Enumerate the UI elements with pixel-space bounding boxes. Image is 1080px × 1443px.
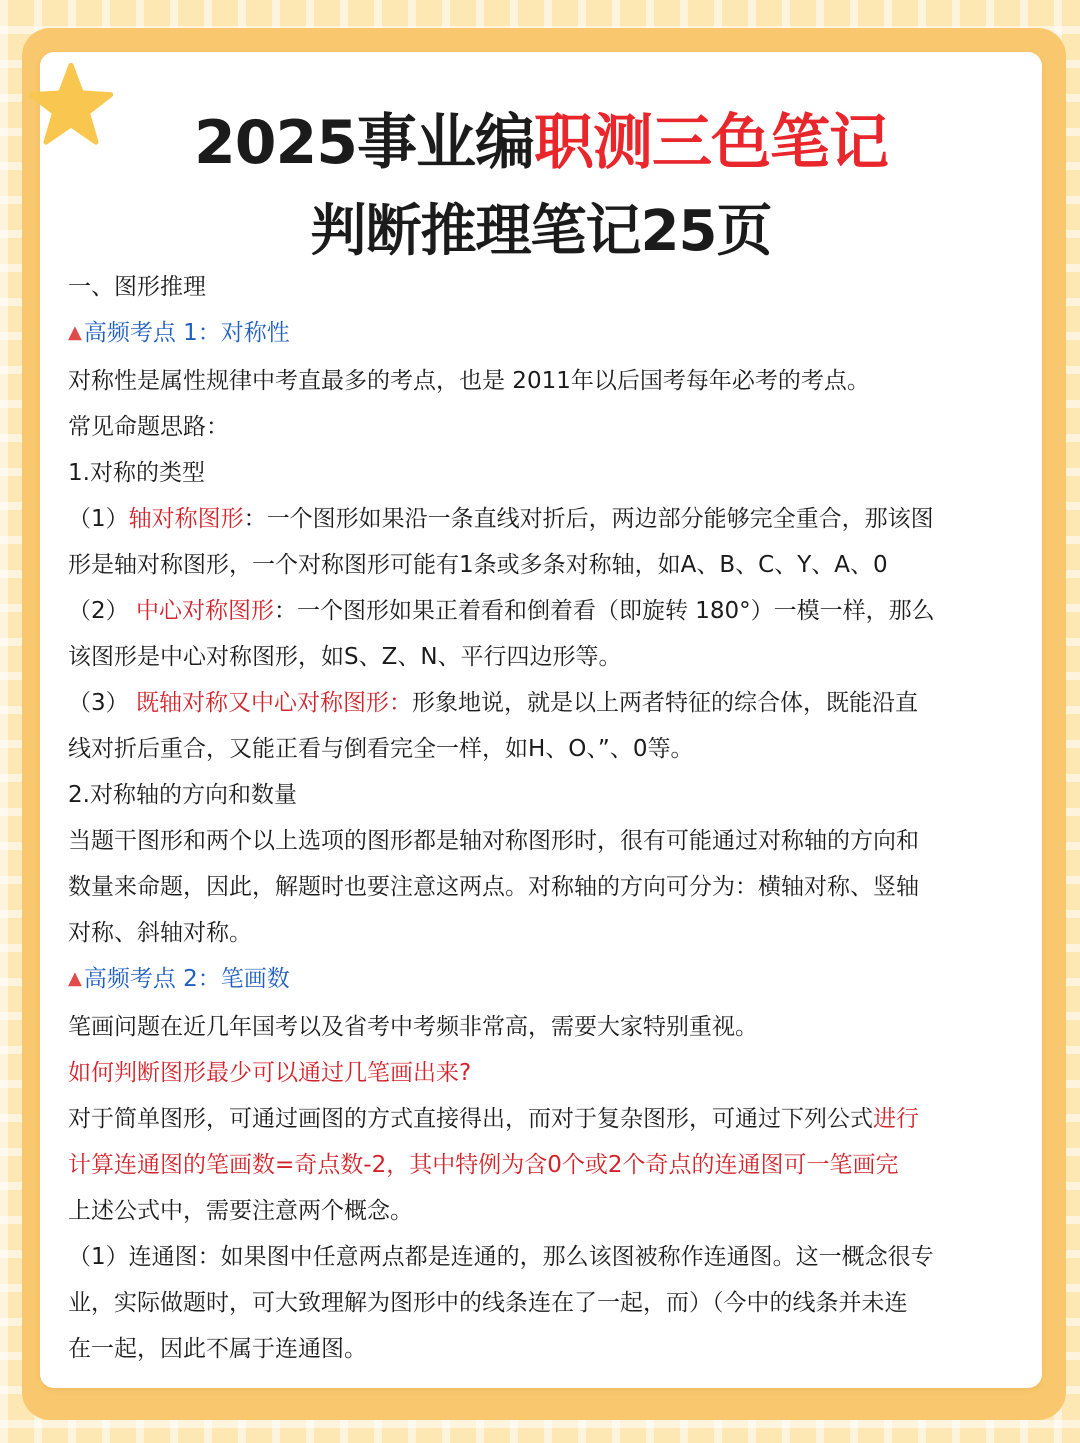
highlight-heading-1: ▲高频考点 1：对称性 [68, 320, 290, 346]
paragraph: 上述公式中，需要注意两个概念。 [68, 1198, 413, 1224]
triangle-icon: ▲ [68, 322, 82, 343]
list-item-cont: 线对折后重合，又能正看与倒看完全一样，如H、O、”、0等。 [68, 736, 694, 762]
triangle-icon: ▲ [68, 968, 82, 989]
term-highlight: 既轴对称又中心对称图形： [135, 690, 412, 716]
highlight-heading-2: ▲高频考点 2：笔画数 [68, 966, 290, 992]
paragraph: 在一起，因此不属于连通图。 [68, 1336, 367, 1362]
list-item-cont: 形是轴对称图形，一个对称图形可能有1条或多条对称轴，如A、B、C、Y、A、0 [68, 552, 888, 578]
paragraph: 业，实际做题时，可大致理解为图形中的线条连在了一起，而）（今中的线条并未连 [68, 1290, 908, 1316]
page-title [40, 104, 1042, 182]
paragraph: 对于简单图形，可通过画图的方式直接得出，而对于复杂图形，可通过下列公式进行 [68, 1106, 919, 1132]
red-formula: 计算连通图的笔画数=奇点数-2，其中特例为含0个或2个奇点的连通图可一笔画完 [68, 1152, 899, 1178]
paragraph: 对称性是属性规律中考直最多的考点，也是 2011年以后国考每年必考的考点。 [68, 368, 870, 394]
paragraph: 当题干图形和两个以上选项的图形都是轴对称图形时，很有可能通过对称轴的方向和 [68, 828, 919, 854]
title-red-part: 职测三色笔记 [534, 108, 888, 178]
red-question: 如何判断图形最少可以通过几笔画出来? [68, 1060, 472, 1086]
term-highlight: 轴对称图形 [128, 506, 244, 532]
paragraph: 常见命题思路： [68, 414, 229, 440]
list-item: （1）轴对称图形：一个图形如果沿一条直线对折后，两边部分能够完全重合，那该图 [68, 506, 934, 532]
title-black-part: 2025事业编 [194, 108, 534, 178]
subheading: 1.对称的类型 [68, 460, 205, 486]
note-content [68, 264, 1018, 1372]
list-item: （3） 既轴对称又中心对称图形：形象地说，就是以上两者特征的综合体，既能沿直 [68, 690, 918, 716]
paragraph: 对称、斜轴对称。 [68, 920, 252, 946]
term-highlight: 中心对称图形 [135, 598, 274, 624]
section-heading: 一、图形推理 [68, 274, 206, 300]
paragraph: 笔画问题在近几年国考以及省考中考频非常高，需要大家特别重视。 [68, 1014, 758, 1040]
list-item-cont: 该图形是中心对称图形，如S、Z、N、平行四边形等。 [68, 644, 622, 670]
paragraph: 数量来命题，因此，解题时也要注意这两点。对称轴的方向可分为：横轴对称、竖轴 [68, 874, 919, 900]
list-item: （2） 中心对称图形：一个图形如果正着看和倒着看（即旋转 180°）一模一样，那么 [68, 598, 935, 624]
subheading: 2.对称轴的方向和数量 [68, 782, 297, 808]
paragraph: （1）连通图：如果图中任意两点都是连通的，那么该图被称作连通图。这一概念很专 [68, 1244, 934, 1270]
page-subtitle: 判断推理笔记25页 [310, 199, 772, 264]
